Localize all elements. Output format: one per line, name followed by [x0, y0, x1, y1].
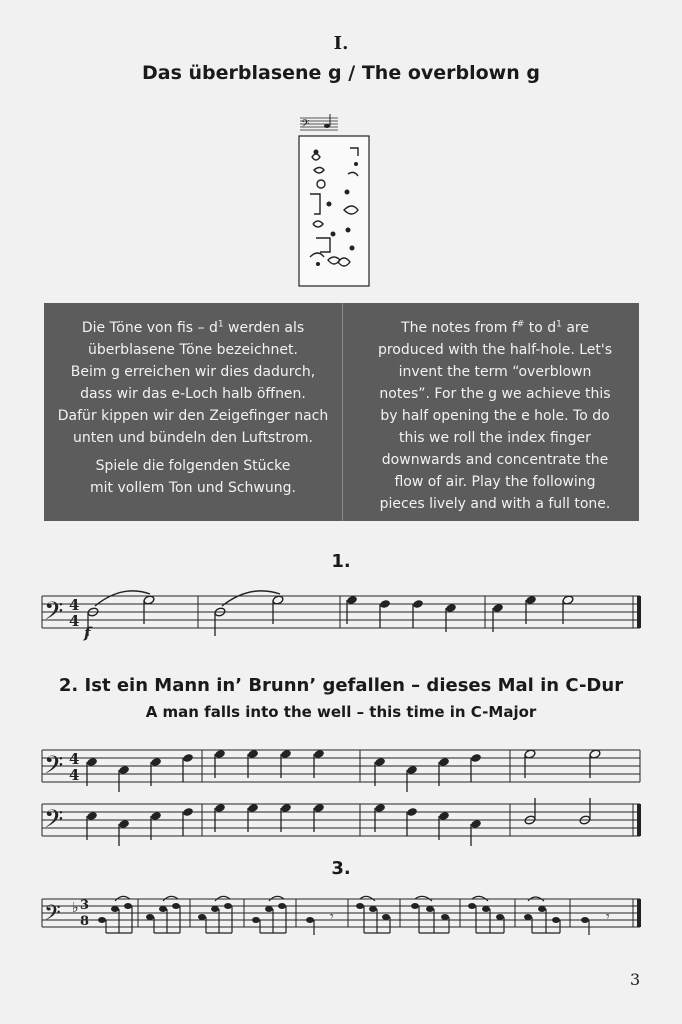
info-text-english — [356, 313, 634, 515]
english-line-9: pieces lively and with a full tone. — [379, 495, 611, 512]
german-line-1: Die Töne von fis – $d^1$ werden als — [81, 319, 305, 336]
exercise-2-staff-1 — [40, 742, 646, 792]
time-signature-bottom: 4 — [69, 612, 80, 630]
german-line-7: Spiele die folgenden Stücke — [95, 457, 291, 474]
english-line-5: by half opening the e hole. To do — [380, 407, 610, 424]
recorder-fingering-icon — [298, 112, 372, 288]
time-signature-bottom: 8 — [80, 914, 90, 929]
bass-clef-icon: 𝄢 — [44, 597, 64, 632]
time-signature-bottom: 4 — [69, 766, 80, 784]
bass-clef-icon: 𝄢 — [44, 805, 64, 840]
exercise-1-number: 1. — [331, 551, 351, 572]
english-line-4: notes”. For the g we achieve this — [379, 385, 611, 402]
exercise-1-staff — [40, 588, 646, 644]
time-signature-top: 4 — [69, 596, 80, 614]
german-line-5: Dafür kippen wir den Zeigefinger nach — [57, 407, 329, 424]
bass-clef-icon: 𝄢 — [44, 901, 61, 931]
panel-divider — [342, 303, 343, 521]
exercise-2-subtitle: A man falls into the well – this time in C-Major — [145, 703, 537, 721]
time-signature-top: 3 — [80, 898, 90, 913]
section-numeral: I. — [333, 33, 349, 54]
time-signature-top: 4 — [69, 750, 80, 768]
german-line-6: unten und bündeln den Luftstrom. — [73, 429, 313, 446]
exercise-3-staff — [40, 893, 646, 939]
exercise-2-staff-2 — [40, 796, 646, 846]
dynamic-marking: f — [84, 624, 91, 642]
english-line-1: The notes from f# to $d^1$ are — [401, 319, 589, 336]
bass-clef-icon: 𝄢 — [44, 751, 64, 786]
page-title: Das überblasene g / The overblown g — [142, 62, 540, 84]
english-line-2: produced with the half-hole. Let's — [377, 341, 613, 358]
eighth-rest-icon: 𝄾 — [330, 909, 334, 925]
exercise-2-title: 2. Ist ein Mann in’ Brunn’ gefallen – dieses Mal in C-Dur — [58, 675, 624, 696]
info-panel — [44, 303, 639, 521]
flat-icon: ♭ — [72, 900, 79, 916]
info-text-german — [50, 313, 336, 499]
german-line-8: mit vollem Ton und Schwung. — [90, 479, 296, 496]
german-line-2: überblasene Töne bezeichnet. — [88, 341, 298, 358]
english-line-7: downwards and concentrate the — [381, 451, 609, 468]
eighth-rest-icon: 𝄾 — [606, 909, 610, 925]
exercise-3-number: 3. — [331, 858, 351, 879]
english-line-6: this we roll the index finger — [399, 429, 591, 446]
english-line-8: flow of air. Play the following — [394, 473, 596, 490]
english-line-3: invent the term “overblown — [398, 363, 592, 380]
german-line-4: dass wir das e-Loch halb öffnen. — [80, 385, 306, 402]
mini-bass-clef-icon: 𝄢 — [301, 118, 310, 133]
page-number: 3 — [630, 970, 641, 989]
german-line-3: Beim g erreichen wir dies dadurch, — [70, 363, 316, 380]
